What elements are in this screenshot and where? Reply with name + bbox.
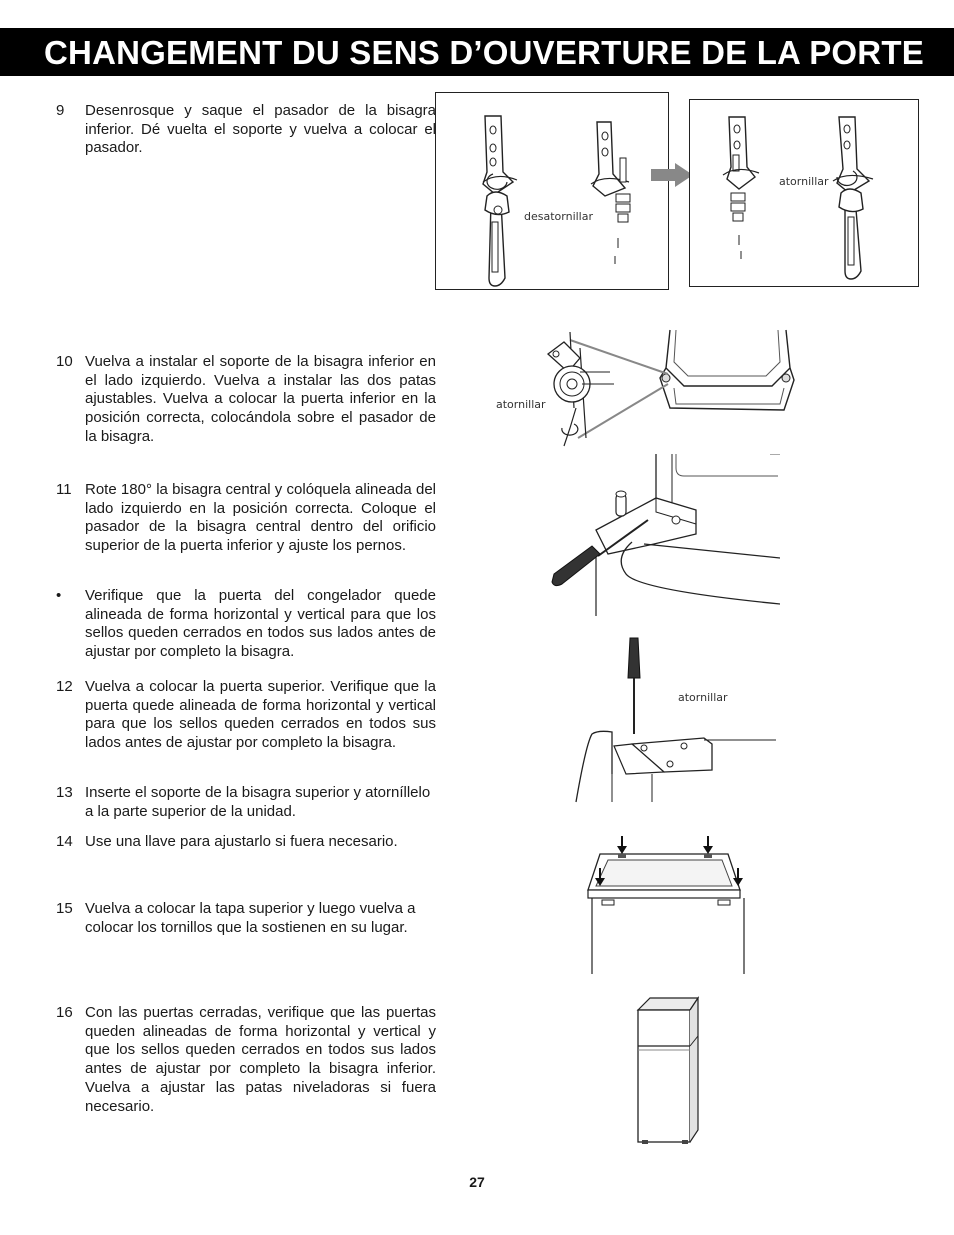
figure-step-16-refrigerator (630, 994, 702, 1146)
page-number: 27 (469, 1174, 485, 1190)
figure-step-15 (582, 832, 752, 976)
figure-label-screw: atornillar (779, 175, 829, 188)
figure-step-12 (572, 634, 778, 804)
figure-label-screw: atornillar (678, 691, 728, 704)
step-text: Vuelva a colocar la tapa superior y luego vuelva a colocar los tornillos que la sostienen en su lugar. (85, 900, 416, 936)
step-11 (56, 481, 436, 556)
step-15 (56, 900, 436, 937)
figure-step-9-unscrew (435, 92, 669, 290)
step-13 (56, 784, 436, 821)
figure-step-10 (490, 328, 800, 450)
step-number: 16 (56, 1004, 73, 1021)
step-text: Con las puertas cerradas, verifique que las puertas queden alineadas de forma horizontal y vertical y que los sellos queden cerrados en todos sus lados antes de ajustar por completo la bisagra inferior. Vuelva a ajustar las patas niveladoras si fuera necesario. (85, 1004, 436, 1115)
step-number: 11 (56, 481, 72, 498)
step-14 (56, 833, 436, 852)
figure-step-9-screw (689, 99, 919, 287)
step-bullet (56, 587, 436, 662)
step-12 (56, 678, 436, 753)
step-text: Vuelva a instalar el soporte de la bisagra inferior en el lado izquierdo. Vuelva a instalar las dos patas ajustables. Vuelva a colocar la puerta inferior en la posición correcta, colocándola sobre el pasador de la bisagra. (85, 353, 436, 445)
figure-step-11 (548, 454, 780, 616)
step-number: 9 (56, 102, 65, 119)
step-number: 10 (56, 353, 73, 370)
step-text: Verifique que la puerta del congelador quede alineada de forma horizontal y vertical para que los sellos queden cerrados en todos sus lados antes de ajustar por completo la bisagra. (85, 587, 436, 661)
step-number: 12 (56, 678, 73, 695)
step-number: 13 (56, 784, 73, 801)
step-9 (56, 102, 436, 158)
bullet-marker: • (56, 587, 62, 604)
step-16 (56, 1004, 436, 1116)
step-text: Desenrosque y saque el pasador de la bisagra inferior. Dé vuelta el soporte y vuelva a colocar el pasador. (85, 102, 436, 157)
arrow-icon (651, 163, 693, 187)
figure-label-screw: atornillar (496, 398, 546, 411)
step-text: Use una llave para ajustarlo si fuera necesario. (85, 833, 398, 850)
step-number: 15 (56, 900, 73, 917)
step-10 (56, 353, 436, 447)
page-header (0, 28, 954, 76)
page-title: CHANGEMENT DU SENS D’OUVERTURE DE LA PORTE (44, 34, 924, 71)
figure-label-unscrew: desatornillar (524, 210, 593, 223)
step-text: Vuelva a colocar la puerta superior. Verifique que la puerta quede alineada de forma horizontal y vertical para que los sellos queden cerrados en todos sus lados antes de ajustar por completo la bisagra. (85, 678, 436, 752)
step-number: 14 (56, 833, 73, 850)
step-text: Inserte el soporte de la bisagra superior y atorníllelo a la parte superior de la unidad. (85, 784, 431, 820)
step-text: Rote 180° la bisagra central y colóquela alineada del lado izquierdo en la posición correcta. Coloque el pasador de la bisagra central dentro del orificio superior de la puerta inferior y ajuste los pernos. (85, 481, 436, 555)
